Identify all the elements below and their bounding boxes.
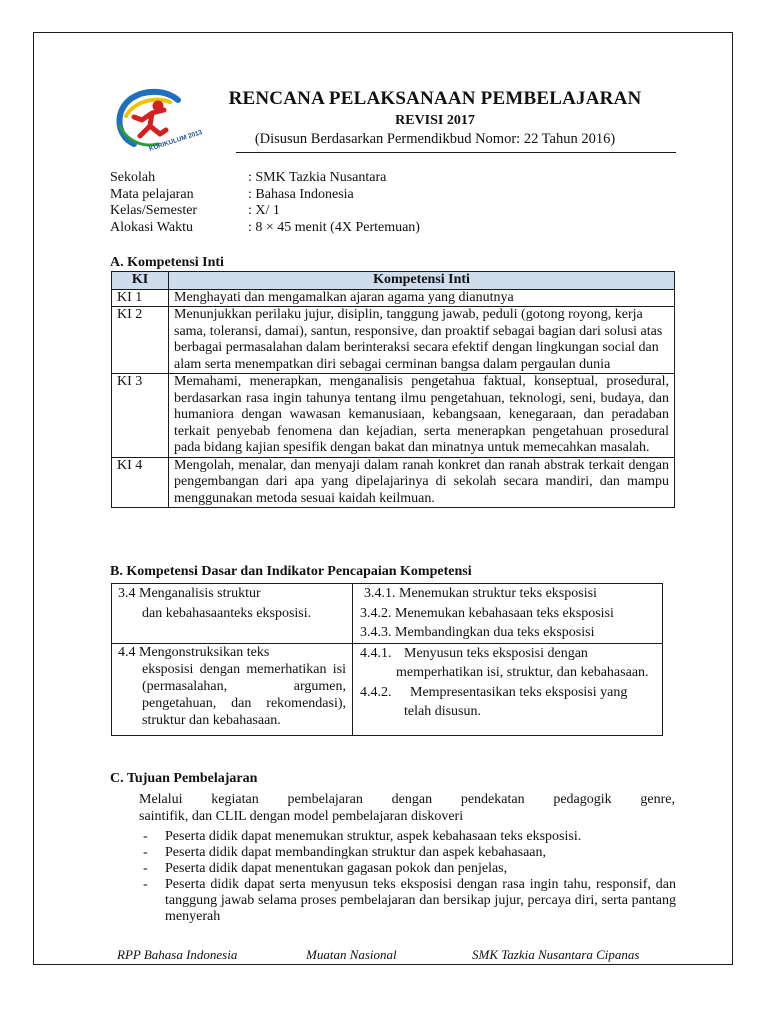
info-block <box>110 170 420 236</box>
table-row: KI 3 Memahami, menerapkan, menganalisis pengetahua faktual, konseptual, prosedural, berdasarkan rasa ingin tahunya tentang ilmu pengetahuan, teknologi, seni, budaya, dan humaniora dengan wawasan kemanusiaan, kebangsaan, kenegaraan, dan peradaban terkait penyebab fenomena dan kejadian, serta menerapkan pengetahuan prosedural pada bidang kajian spesifik dengan bakat dan minatnya untuk memecahkan masalah. <box>112 374 675 458</box>
list-item: - Peserta didik dapat serta menyusun teks eksposisi dengan rasa ingin tahu, responsif, dan tanggung jawab selama proses pembelajaran dan bersikap jujur, percaya diri, serta pantang menyerah <box>143 877 676 924</box>
col-header-kompetensi: Kompetensi Inti <box>169 272 675 290</box>
footer-right: SMK Tazkia Nusantara Cipanas <box>472 947 640 962</box>
header-rule <box>236 152 676 153</box>
section-c-intro: Melalui kegiatan pembelajaran dengan pendekatan pedagogik genre, saintifik, dan CLIL dengan model pembelajaran diskoveri <box>139 792 675 824</box>
kd-4-4: 4.4 Mengonstruksikan teks eksposisi dengan memerhatikan isi (permasalahan, argumen, pengetahuan, dan rekomendasi), struktur dan kebahasaan. <box>112 643 353 735</box>
indikator-4-4: 4.4.1. Menyusun teks eksposisi dengan memperhatikan isi, struktur, dan kebahasaan. 4.4.2. Mempresentasikan teks eksposisi yang telah disusun. <box>353 643 663 735</box>
list-item: - Peserta didik dapat menentukan gagasan pokok dan penjelas, <box>143 861 508 876</box>
info-row-subject: Mata pelajaran : Bahasa Indonesia <box>110 186 354 202</box>
objectives-list <box>143 829 676 925</box>
footer-left: RPP Bahasa Indonesia <box>117 947 238 962</box>
revision-label: REVISI 2017 <box>395 113 475 128</box>
table-row: KI 4 Mengolah, menalar, dan menyaji dalam ranah konkret dan ranah abstrak terkait dengan pengembangan dari apa yang dipelajarinya di sekolah secara mandiri, dan mampu menggunakan metoda sesuai kaidah keilmuan. <box>112 457 675 508</box>
table-row <box>112 643 663 735</box>
info-row-time: Alokasi Waktu : 8 × 45 menit (4X Pertemuan) <box>110 219 420 235</box>
logo-text: KURIKULUM 2013 <box>148 128 204 153</box>
footer-center: Muatan Nasional <box>306 947 397 962</box>
table-row: KI 2 Menunjukkan perilaku jujur, disiplin, tanggung jawab, peduli (gotong royong, kerja sama, toleransi, damai), santun, responsive, dan proaktif sebagai bagian dari solusi atas berbagai permasalahan dalam berinteraksi secara efektif dengan lingkungan social dan alam serta menempatkan diri sebagai cerminan bangsa dalam pergaulan dunia <box>112 307 675 374</box>
kompetensi-inti-table <box>111 271 675 508</box>
kd-3-4: 3.4 Menganalisis struktur dan kebahasaanteks eksposisi. <box>112 584 353 644</box>
kurikulum-logo <box>112 86 204 153</box>
info-row-school: Sekolah : SMK Tazkia Nusantara <box>110 170 387 185</box>
kompetensi-dasar-table <box>111 583 663 736</box>
list-item: - Peserta didik dapat menemukan struktur, aspek kebahasaan teks eksposisi. <box>143 829 582 844</box>
list-item: - Peserta didik dapat membandingkan struktur dan aspek kebahasaan, <box>143 845 546 860</box>
table-row <box>112 584 663 644</box>
section-c-heading: C. Tujuan Pembelajaran <box>110 771 258 786</box>
section-b-heading: B. Kompetensi Dasar dan Indikator Pencapaian Kompetensi <box>110 564 472 579</box>
section-a-heading: A. Kompetensi Inti <box>110 255 224 270</box>
col-header-ki: KI <box>112 272 169 290</box>
table-row: KI 1 Menghayati dan mengamalkan ajaran agama yang dianutnya <box>112 289 675 307</box>
document-title: RENCANA PELAKSANAAN PEMBELAJARAN <box>228 88 642 109</box>
regulation-basis: (Disusun Berdasarkan Permendikbud Nomor: 22 Tahun 2016) <box>254 131 616 147</box>
info-row-class: Kelas/Semester : X/ 1 <box>110 203 280 218</box>
indikator-3-4: 3.4.1. Menemukan struktur teks eksposisi 3.4.2. Menemukan kebahasaan teks eksposisi 3.4.3. Membandingkan dua teks eksposisi <box>353 584 663 644</box>
